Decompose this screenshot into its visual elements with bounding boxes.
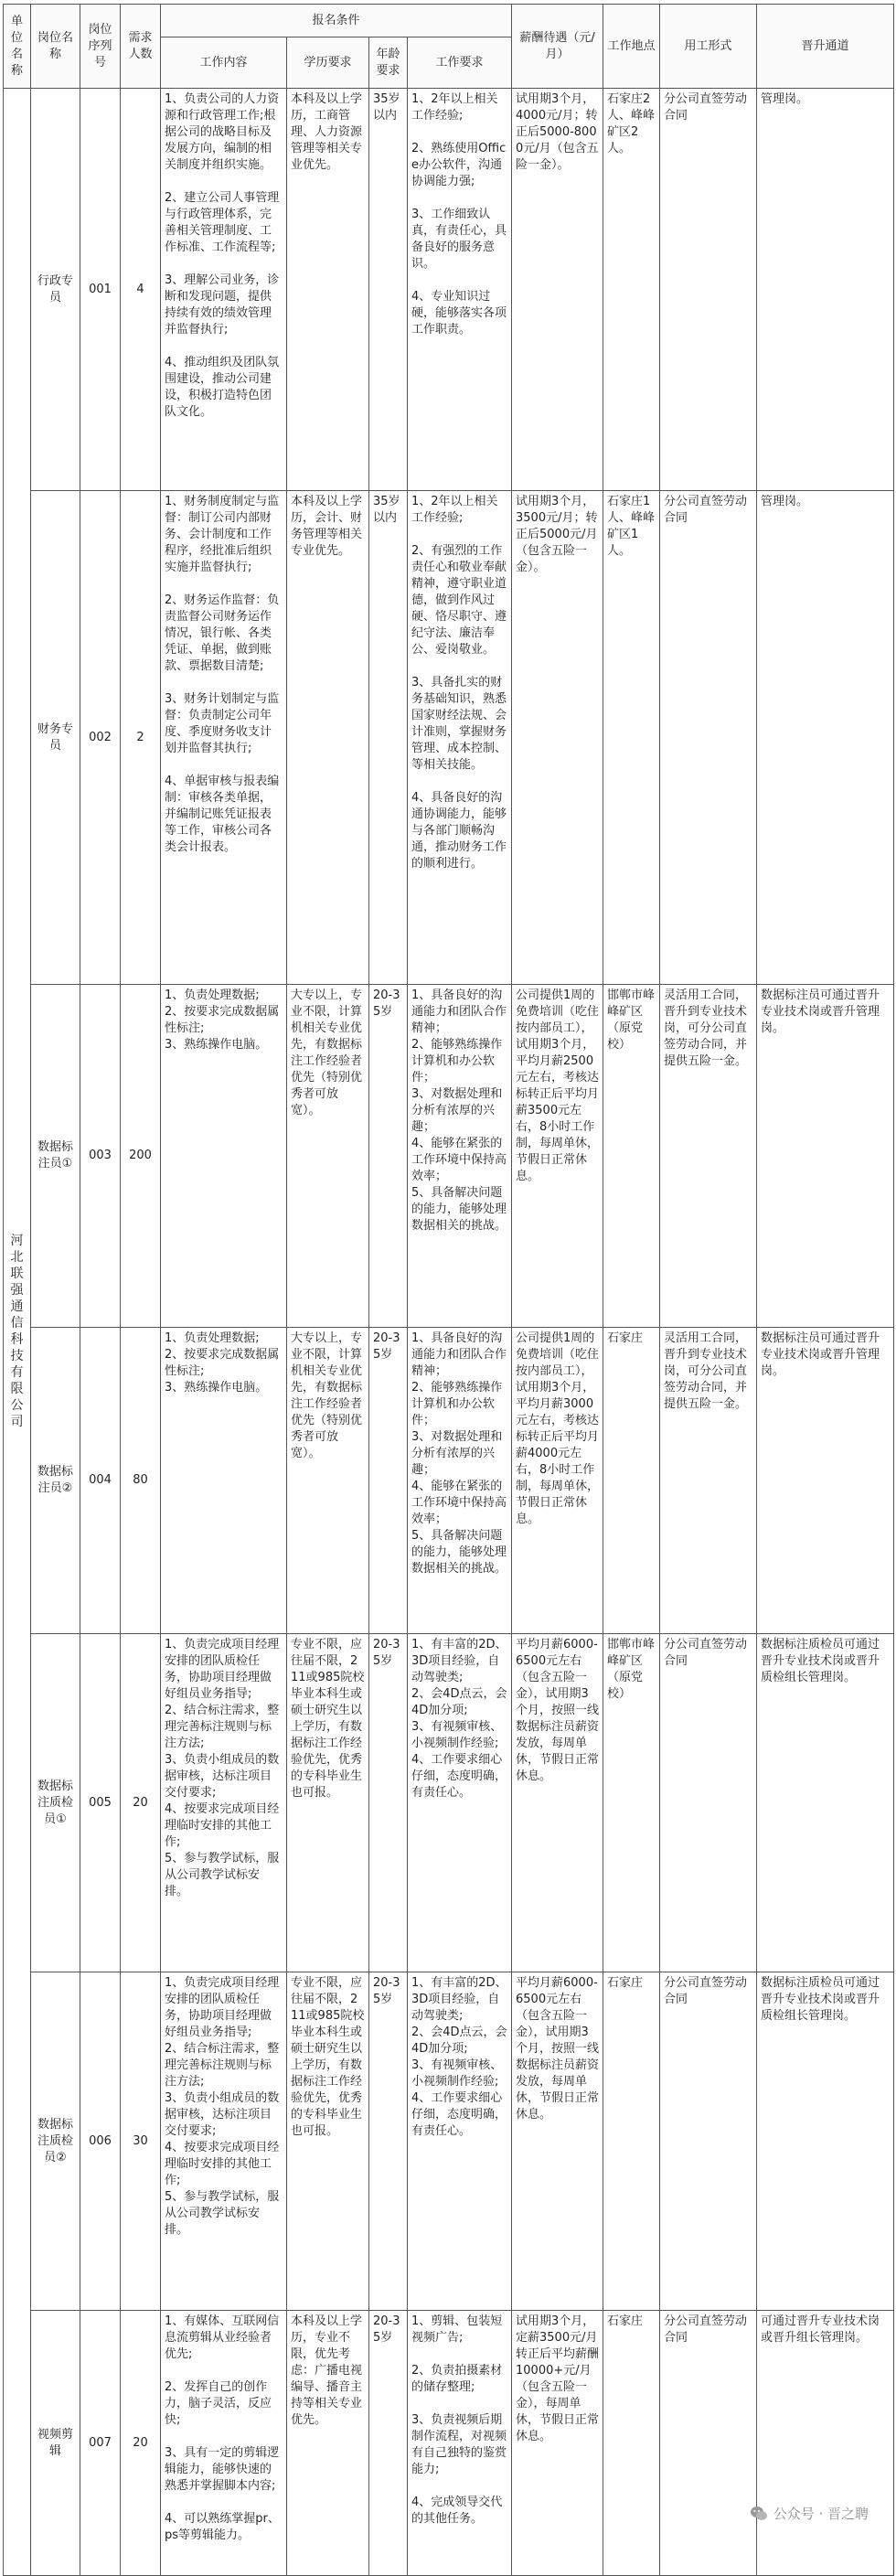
- promotion-path: 数据标注员可通过晋升专业技术岗或晋升管理岗。: [757, 985, 894, 1328]
- salary: 公司提供1周的免费培训（吃住按内部员工），试用期3个月，平均月薪3000元左右，考核达标转正后平均月薪4000元左右，8小时工作制，每周单休，节假日正常休息。: [512, 1328, 603, 1634]
- salary: 平均月薪6000-6500元左右（包含五险一金），试用期3个月，按照一线数据标注员薪资发放，每周单休，节假日正常休息。: [512, 1634, 603, 1972]
- education-req: 本科及以上学历，专业不限，优先考虑：广播电视编导、播音主持等相关专业优先。: [287, 2311, 369, 2576]
- work-requirement: 1、2年以上相关工作经验; 2、有强烈的工作责任心和敬业奉献精神，遵守职业道德，做到作风过硬、恪尽职守、遵纪守法、廉洁奉公、爱岗敬业。 3、具备扎实的财务基础知识，熟悉国家财经法规、会计准则，掌握财务管理、成本控制、等相关技能。 4、具备良好的沟通协调能力，能够与各部门顺畅沟通，推动财务工作的顺利进行。: [408, 491, 512, 985]
- promotion-path: 可通过晋升专业技术岗或晋升组长管理岗。: [757, 2311, 894, 2576]
- promotion-path: 管理岗。: [757, 89, 894, 491]
- age-req: 35岁以内: [369, 491, 408, 985]
- demand-count: 20: [121, 2311, 161, 2576]
- watermark: [750, 2504, 869, 2523]
- th-salary: 薪酬待遇（元/月）: [512, 5, 603, 89]
- employment-type: 分公司直签劳动合同: [660, 1972, 757, 2311]
- age-req: 20-35岁: [369, 2311, 408, 2576]
- post-no: 004: [80, 1328, 121, 1634]
- work-requirement: 1、具备良好的沟通能力和团队合作精神； 2、能够熟练操作计算机和办公软件； 3、对数据处理和分析有浓厚的兴趣； 4、能够在紧张的工作环境中保持高效率； 5、具备解决问题的能力，能够处理数据相关的挑战。: [408, 1328, 512, 1634]
- work-requirement: 1、具备良好的沟通能力和团队合作精神； 2、能够熟练操作计算机和办公软件； 3、对数据处理和分析有浓厚的兴趣； 4、能够在紧张的工作环境中保持高效率； 5、具备解决问题的能力，能够处理数据相关的挑战。: [408, 985, 512, 1328]
- location: 邯郸市峰峰矿区（原党校）: [603, 1634, 660, 1972]
- wechat-icon: [750, 2505, 768, 2523]
- demand-count: 2: [121, 491, 161, 985]
- post-no: 002: [80, 491, 121, 985]
- demand-count: 4: [121, 89, 161, 491]
- post-name: 数据标注质检员②: [31, 1972, 80, 2311]
- table-row: [4, 2311, 894, 2576]
- education-req: 大专以上，专业不限，计算机相关专业优先，有数据标注工作经验者优先（特别优秀者可放宽）。: [287, 1328, 369, 1634]
- table-row: [4, 1634, 894, 1972]
- location: 邯郸市峰峰矿区（原党校）: [603, 985, 660, 1328]
- location: 石家庄: [603, 1328, 660, 1634]
- age-req: 35岁以内: [369, 89, 408, 491]
- location: 石家庄: [603, 2311, 660, 2576]
- salary: 公司提供1周的免费培训（吃住按内部员工），试用期3个月，平均月薪2500元左右，考核达标转正后平均月薪3500元左右，8小时工作制，每周单休，节假日正常休息。: [512, 985, 603, 1328]
- work-content: 1、负责处理数据; 2、按要求完成数据属性标注; 3、熟练操作电脑。: [161, 985, 287, 1328]
- post-no: 005: [80, 1634, 121, 1972]
- age-req: 20-35岁: [369, 1328, 408, 1634]
- work-requirement: 1、2年以上相关工作经验; 2、熟练使用Office办公软件，沟通协调能力强; 3、工作细致认真，有责任心，具备良好的服务意识。 4、专业知识过硬，能够落实各项工作职责。: [408, 89, 512, 491]
- post-name: 视频剪辑: [31, 2311, 80, 2576]
- work-content: 1、有媒体、互联网信息流剪辑从业经验者优先; 2、发挥自己的创作力，脑子灵活，反应快; 3、具有一定的剪辑逻辑能力，能够快速的熟悉并掌握脚本内容; 4、可以熟练掌握pr、ps等剪辑能力。: [161, 2311, 287, 2576]
- header-row-1: [4, 5, 894, 37]
- th-work-content: 工作内容: [161, 37, 287, 89]
- th-post-name: 岗位名称: [31, 5, 80, 89]
- demand-count: 20: [121, 1634, 161, 1972]
- post-no: 006: [80, 1972, 121, 2311]
- salary: 试用期3个月，定薪3500元/月转正后平均薪酬10000+元/月（包含五险一金），每周单休，节假日正常休息。: [512, 2311, 603, 2576]
- demand-count: 30: [121, 1972, 161, 2311]
- work-content: 1、负责公司的人力资源和行政管理工作;根据公司的战略目标及发展方向，编制的相关制度并组织实施。 2、建立公司人事管理与行政管理体系，完善相关管理制度、工作标准、工作流程等; 3、理解公司业务，诊断和发现问题，提供持续有效的绩效管理并监督执行; 4、推动组织及团队氛围建设，推动公司建设，积极打造特色团队文化。: [161, 89, 287, 491]
- post-no: 003: [80, 985, 121, 1328]
- post-no: 001: [80, 89, 121, 491]
- post-name: 数据标注员①: [31, 985, 80, 1328]
- table-row: [4, 985, 894, 1328]
- work-requirement: 1、有丰富的2D、3D项目经验，自动驾驶类; 2、会4D点云，会4D加分项; 3、有视频审核、小视频制作经验; 4、工作要求细心仔细，态度明确，有责任心。: [408, 1634, 512, 1972]
- employment-type: 灵活用工合同，晋升到专业技术岗，可分公司直签劳动合同，并提供五险一金。: [660, 1328, 757, 1634]
- watermark-text: 公众号 · 晋之聘: [773, 2506, 869, 2522]
- post-name: 数据标注员②: [31, 1328, 80, 1634]
- age-req: 20-35岁: [369, 985, 408, 1328]
- salary: 平均月薪6000-6500元左右（包含五险一金），试用期3个月，按照一线数据标注员薪资发放，每周单休，节假日正常休息。: [512, 1972, 603, 2311]
- work-requirement: 1、有丰富的2D、3D项目经验，自动驾驶类; 2、会4D点云，会4D加分项; 3、有视频审核、小视频制作经验; 4、工作要求细心仔细，态度明确，有责任心。: [408, 1972, 512, 2311]
- age-req: 20-35岁: [369, 1972, 408, 2311]
- table-row: [4, 1972, 894, 2311]
- th-promotion: 晋升通道: [757, 5, 894, 89]
- education-req: 大专以上，专业不限，计算机相关专业优先，有数据标注工作经验者优先（特别优秀者可放宽）。: [287, 985, 369, 1328]
- employment-type: 分公司直签劳动合同: [660, 89, 757, 491]
- post-name: 数据标注质检员①: [31, 1634, 80, 1972]
- work-content: 1、负责完成项目经理安排的团队质检任务，协助项目经理做好组员业务指导; 2、结合标注需求，整理完善标注规则与标注方法; 3、负责小组成员的数据审核，达标注项目交付要求; 4、按要求完成项目经理临时安排的其他工作; 5、参与教学试标，服从公司教学试标安排。: [161, 1972, 287, 2311]
- work-content: 1、财务制度制定与监督：制订公司内部财务、会计制度和工作程序，经批准后组织实施并监督执行; 2、财务运作监督：负责监督公司财务运作情况，银行帐、各类凭证、单据，做到账款、票据数目清楚; 3、财务计划制定与监督：负责制定公司年度、季度财务收支计划并监督其执行; 4、单据审核与报表编制：审核各类单据，并编制记账凭证报表等工作，审核公司各类会计报表。: [161, 491, 287, 985]
- table-row: [4, 491, 894, 985]
- table-row: [4, 89, 894, 491]
- th-post-no: 岗位序列号: [80, 5, 121, 89]
- location: 石家庄1人、峰峰矿区1人。: [603, 491, 660, 985]
- promotion-path: 数据标注质检员可通过晋升专业技术岗或晋升质检组长管理岗。: [757, 1972, 894, 2311]
- work-requirement: 1、剪辑、包装短视频广告; 2、负责拍摄素材的储存整理; 3、负责视频后期制作流程，对视频有自己独特的鉴赏能力; 4、完成领导交代的其他任务。: [408, 2311, 512, 2576]
- th-employment: 用工形式: [660, 5, 757, 89]
- employment-type: 灵活用工合同，晋升到专业技术岗，可分公司直签劳动合同，并提供五险一金。: [660, 985, 757, 1328]
- th-education: 学历要求: [287, 37, 369, 89]
- education-req: 本科及以上学历，会计、财务管理等相关专业优先。: [287, 491, 369, 985]
- location: 石家庄2人、峰峰矿区2人。: [603, 89, 660, 491]
- post-name: 财务专员: [31, 491, 80, 985]
- employment-type: 分公司直签劳动合同: [660, 1634, 757, 1972]
- salary: 试用期3个月，4000元/月；转正后5000-8000元/月（包含五险一金）。: [512, 89, 603, 491]
- table-row: [4, 1328, 894, 1634]
- company-cell: [4, 89, 31, 2576]
- th-demand: 需求人数: [121, 5, 161, 89]
- th-age: 年龄要求: [369, 37, 408, 89]
- education-req: 专业不限，应往届不限，211或985院校毕业本科生或硕士研究生以上学历，有数据标注工作经验优先，优秀的专科毕业生也可报。: [287, 1634, 369, 1972]
- education-req: 专业不限，应往届不限，211或985院校毕业本科生或硕士研究生以上学历，有数据标注工作经验优先，优秀的专科毕业生也可报。: [287, 1972, 369, 2311]
- recruitment-table: [3, 4, 894, 2576]
- employment-type: 分公司直签劳动合同: [660, 2311, 757, 2576]
- post-no: 007: [80, 2311, 121, 2576]
- employment-type: 分公司直签劳动合同: [660, 491, 757, 985]
- location: 石家庄: [603, 1972, 660, 2311]
- promotion-path: 数据标注质检员可通过晋升专业技术岗或晋升质检组长管理岗。: [757, 1634, 894, 1972]
- age-req: 20-35岁: [369, 1634, 408, 1972]
- th-conditions: 报名条件: [161, 5, 512, 37]
- demand-count: 80: [121, 1328, 161, 1634]
- demand-count: 200: [121, 985, 161, 1328]
- work-content: 1、负责完成项目经理安排的团队质检任务，协助项目经理做好组员业务指导; 2、结合标注需求，整理完善标注规则与标注方法; 3、负责小组成员的数据审核，达标注项目交付要求; 4、按要求完成项目经理临时安排的其他工作; 5、参与教学试标，服从公司教学试标安排。: [161, 1634, 287, 1972]
- post-name: 行政专员: [31, 89, 80, 491]
- work-content: 1、负责处理数据; 2、按要求完成数据属性标注; 3、熟练操作电脑。: [161, 1328, 287, 1634]
- education-req: 本科及以上学历，工商管理、人力资源管理等相关专业优先。: [287, 89, 369, 491]
- promotion-path: 管理岗。: [757, 491, 894, 985]
- th-location: 工作地点: [603, 5, 660, 89]
- salary: 试用期3个月，3500元/月；转正后5000元/月（包含五险一金）。: [512, 491, 603, 985]
- th-unit: 单位名称: [4, 5, 31, 89]
- th-work-req: 工作要求: [408, 37, 512, 89]
- company-name: 河北联强通信科技有限公司: [10, 1234, 24, 1429]
- promotion-path: 数据标注员可通过晋升专业技术岗或晋升管理岗。: [757, 1328, 894, 1634]
